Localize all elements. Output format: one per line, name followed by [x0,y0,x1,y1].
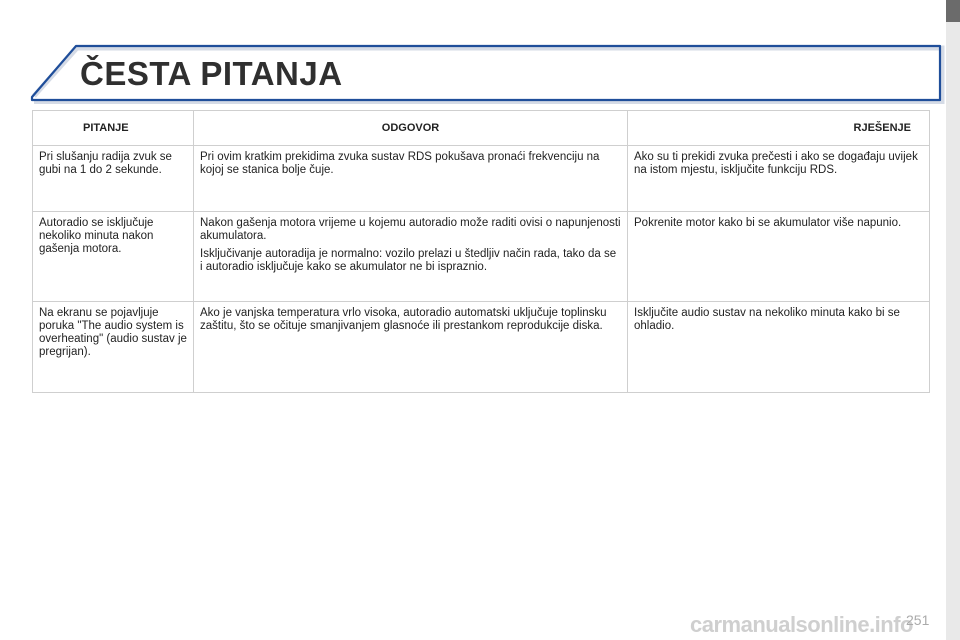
answer-paragraph: Ako je vanjska temperatura vrlo visoka, autoradio automatski uključuje toplinsku zaštitu, što se očituje smanjivanjem glasnoće ili prestankom reprodukcije diska. [200,307,607,332]
answer-cell [194,146,628,212]
question-cell: Autoradio se isključuje nekoliko minuta nakon gašenja motora. [33,212,194,302]
question-cell: Na ekranu se pojavljuje poruka "The audio system is overheating" (audio sustav je pregrijan). [33,302,194,393]
answer-cell [194,302,628,393]
page-title: ČESTA PITANJA [80,55,343,92]
header-question: PITANJE [33,111,194,146]
table-header-row [33,111,930,146]
solution-cell: Ako su ti prekidi zvuka prečesti i ako se događaju uvijek na istom mjestu, isključite funkciju RDS. [628,146,930,212]
table-row [33,212,930,302]
header-solution: RJEŠENJE [628,111,930,146]
solution-cell: Pokrenite motor kako bi se akumulator više napunio. [628,212,930,302]
table-row [33,302,930,393]
answer-paragraph: Nakon gašenja motora vrijeme u kojemu autoradio može raditi ovisi o napunjenosti akumulatora. [200,217,621,242]
header-answer: ODGOVOR [194,111,628,146]
answer-cell [194,212,628,302]
solution-cell: Isključite audio sustav na nekoliko minuta kako bi se ohladio. [628,302,930,393]
answer-paragraph: Isključivanje autoradija je normalno: vozilo prelazi u štedljiv način rada, tako da se i autoradio isključuje kako se akumulator ne bi ispraznio. [200,248,617,273]
table-row [33,146,930,212]
side-tab [946,0,960,640]
side-tab-marker [946,0,960,22]
faq-table [32,110,930,393]
page-number: 251 [906,612,930,628]
question-cell: Pri slušanju radija zvuk se gubi na 1 do 2 sekunde. [33,146,194,212]
watermark: carmanualsonline.info [690,612,913,637]
answer-paragraph: Pri ovim kratkim prekidima zvuka sustav RDS pokušava pronaći frekvenciju na kojoj se stanica bolje čuje. [200,151,600,176]
